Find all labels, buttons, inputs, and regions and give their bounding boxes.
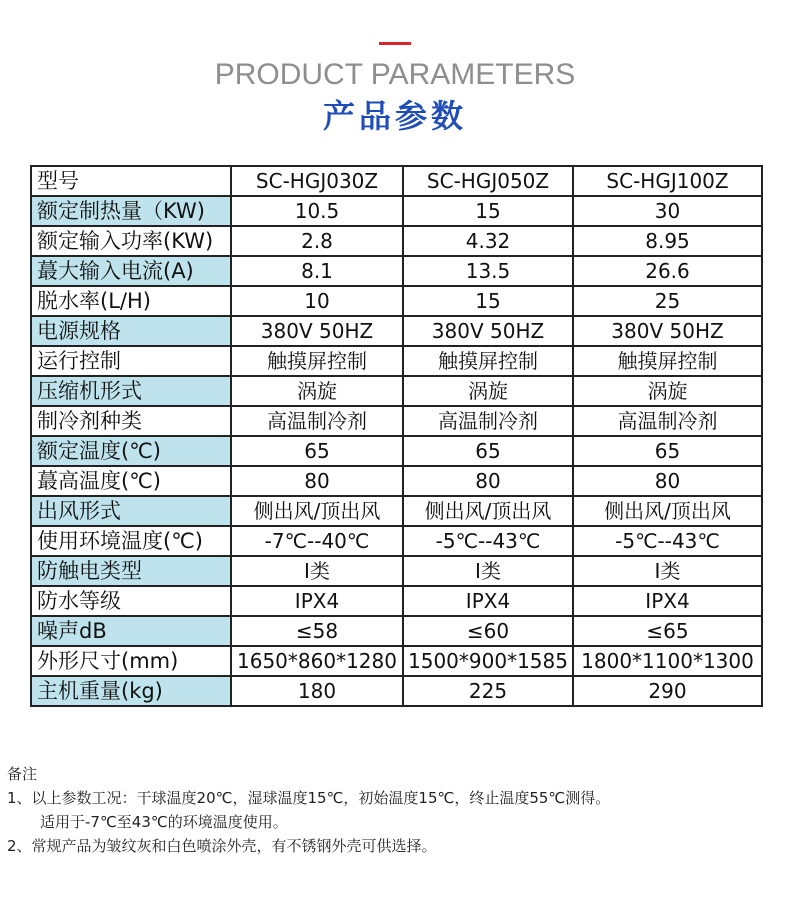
row-value: 10 — [231, 286, 403, 316]
row-value: 1800*1100*1300 — [573, 646, 762, 676]
row-value: 涡旋 — [231, 376, 403, 406]
row-value: 13.5 — [403, 256, 573, 286]
row-label: 型号 — [31, 166, 231, 196]
note-line-1: 1、以上参数工况：干球温度20℃，湿球温度15℃，初始温度15℃，终止温度55℃测得。 — [7, 789, 611, 807]
row-value: 80 — [403, 466, 573, 496]
page-title-cn: 产品参数 — [322, 97, 467, 135]
row-value: 1650*860*1280 — [231, 646, 403, 676]
row-value: ≤60 — [403, 616, 573, 646]
row-value: 高温制冷剂 — [231, 406, 403, 436]
table-row — [31, 196, 762, 226]
row-value: -5℃--43℃ — [573, 526, 762, 556]
row-label: 噪声dB — [31, 616, 231, 646]
row-value: 65 — [573, 436, 762, 466]
row-label: 压缩机形式 — [31, 376, 231, 406]
row-label: 防水等级 — [31, 586, 231, 616]
table-row — [31, 616, 762, 646]
table-row — [31, 316, 762, 346]
row-value: 65 — [403, 436, 573, 466]
row-value: 65 — [231, 436, 403, 466]
note-line-1-continued: 适用于-7℃至43℃的环境温度使用。 — [40, 813, 288, 831]
row-value: 触摸屏控制 — [231, 346, 403, 376]
row-label: 脱水率(L/H) — [31, 286, 231, 316]
table-row — [31, 256, 762, 286]
row-value: IPX4 — [573, 586, 762, 616]
row-value: 4.32 — [403, 226, 573, 256]
page-title-en: PRODUCT PARAMETERS — [214, 58, 576, 91]
note-line-2: 2、常规产品为皱纹灰和白色喷涂外壳，有不锈钢外壳可供选择。 — [7, 837, 437, 855]
row-label: 主机重量(kg) — [31, 676, 231, 706]
row-label: 电源规格 — [31, 316, 231, 346]
table-row — [31, 556, 762, 586]
row-value: 8.95 — [573, 226, 762, 256]
row-value: 2.8 — [231, 226, 403, 256]
row-label: 蕞高温度(℃) — [31, 466, 231, 496]
accent-dash — [379, 42, 411, 45]
parameters-table — [30, 165, 763, 707]
table-row — [31, 436, 762, 466]
row-value: 侧出风/顶出风 — [573, 496, 762, 526]
table-row — [31, 346, 762, 376]
row-value: 涡旋 — [573, 376, 762, 406]
row-label: 运行控制 — [31, 346, 231, 376]
row-value: 380V 50HZ — [573, 316, 762, 346]
row-value: 30 — [573, 196, 762, 226]
table-row — [31, 676, 762, 706]
row-value: Ⅰ类 — [573, 556, 762, 586]
row-value: 380V 50HZ — [403, 316, 573, 346]
row-value: Ⅰ类 — [231, 556, 403, 586]
row-value: 180 — [231, 676, 403, 706]
table-row — [31, 466, 762, 496]
row-value: SC-HGJ050Z — [403, 166, 573, 196]
row-value: 高温制冷剂 — [403, 406, 573, 436]
row-value: 25 — [573, 286, 762, 316]
row-value: IPX4 — [231, 586, 403, 616]
row-value: 触摸屏控制 — [573, 346, 762, 376]
row-value: Ⅰ类 — [403, 556, 573, 586]
row-value: 侧出风/顶出风 — [403, 496, 573, 526]
table-row — [31, 526, 762, 556]
row-label: 额定输入功率(KW) — [31, 226, 231, 256]
row-value: 10.5 — [231, 196, 403, 226]
row-label: 出风形式 — [31, 496, 231, 526]
table-row — [31, 286, 762, 316]
row-value: 15 — [403, 196, 573, 226]
row-label: 防触电类型 — [31, 556, 231, 586]
row-value: -7℃--40℃ — [231, 526, 403, 556]
row-value: 80 — [573, 466, 762, 496]
row-label: 外形尺寸(mm) — [31, 646, 231, 676]
row-value: 15 — [403, 286, 573, 316]
table-row — [31, 646, 762, 676]
row-label: 额定制热量（KW) — [31, 196, 231, 226]
row-value: ≤58 — [231, 616, 403, 646]
row-value: -5℃--43℃ — [403, 526, 573, 556]
row-value: ≤65 — [573, 616, 762, 646]
row-value: IPX4 — [403, 586, 573, 616]
row-value: 26.6 — [573, 256, 762, 286]
notes-section — [7, 762, 787, 858]
parameters-table-body — [31, 166, 762, 706]
row-value: 8.1 — [231, 256, 403, 286]
row-label: 制冷剂种类 — [31, 406, 231, 436]
table-row — [31, 586, 762, 616]
row-value: 225 — [403, 676, 573, 706]
table-row — [31, 376, 762, 406]
row-value: 侧出风/顶出风 — [231, 496, 403, 526]
table-row — [31, 496, 762, 526]
row-value: 高温制冷剂 — [573, 406, 762, 436]
row-label: 使用环境温度(℃) — [31, 526, 231, 556]
row-value: SC-HGJ100Z — [573, 166, 762, 196]
table-row — [31, 226, 762, 256]
row-value: 1500*900*1585 — [403, 646, 573, 676]
row-value: 380V 50HZ — [231, 316, 403, 346]
row-value: 290 — [573, 676, 762, 706]
notes-heading: 备注 — [7, 765, 38, 783]
table-row — [31, 406, 762, 436]
row-value: 触摸屏控制 — [403, 346, 573, 376]
row-value: 涡旋 — [403, 376, 573, 406]
row-label: 额定温度(℃) — [31, 436, 231, 466]
row-value: SC-HGJ030Z — [231, 166, 403, 196]
row-label: 蕞大输入电流(A) — [31, 256, 231, 286]
table-row — [31, 166, 762, 196]
row-value: 80 — [231, 466, 403, 496]
